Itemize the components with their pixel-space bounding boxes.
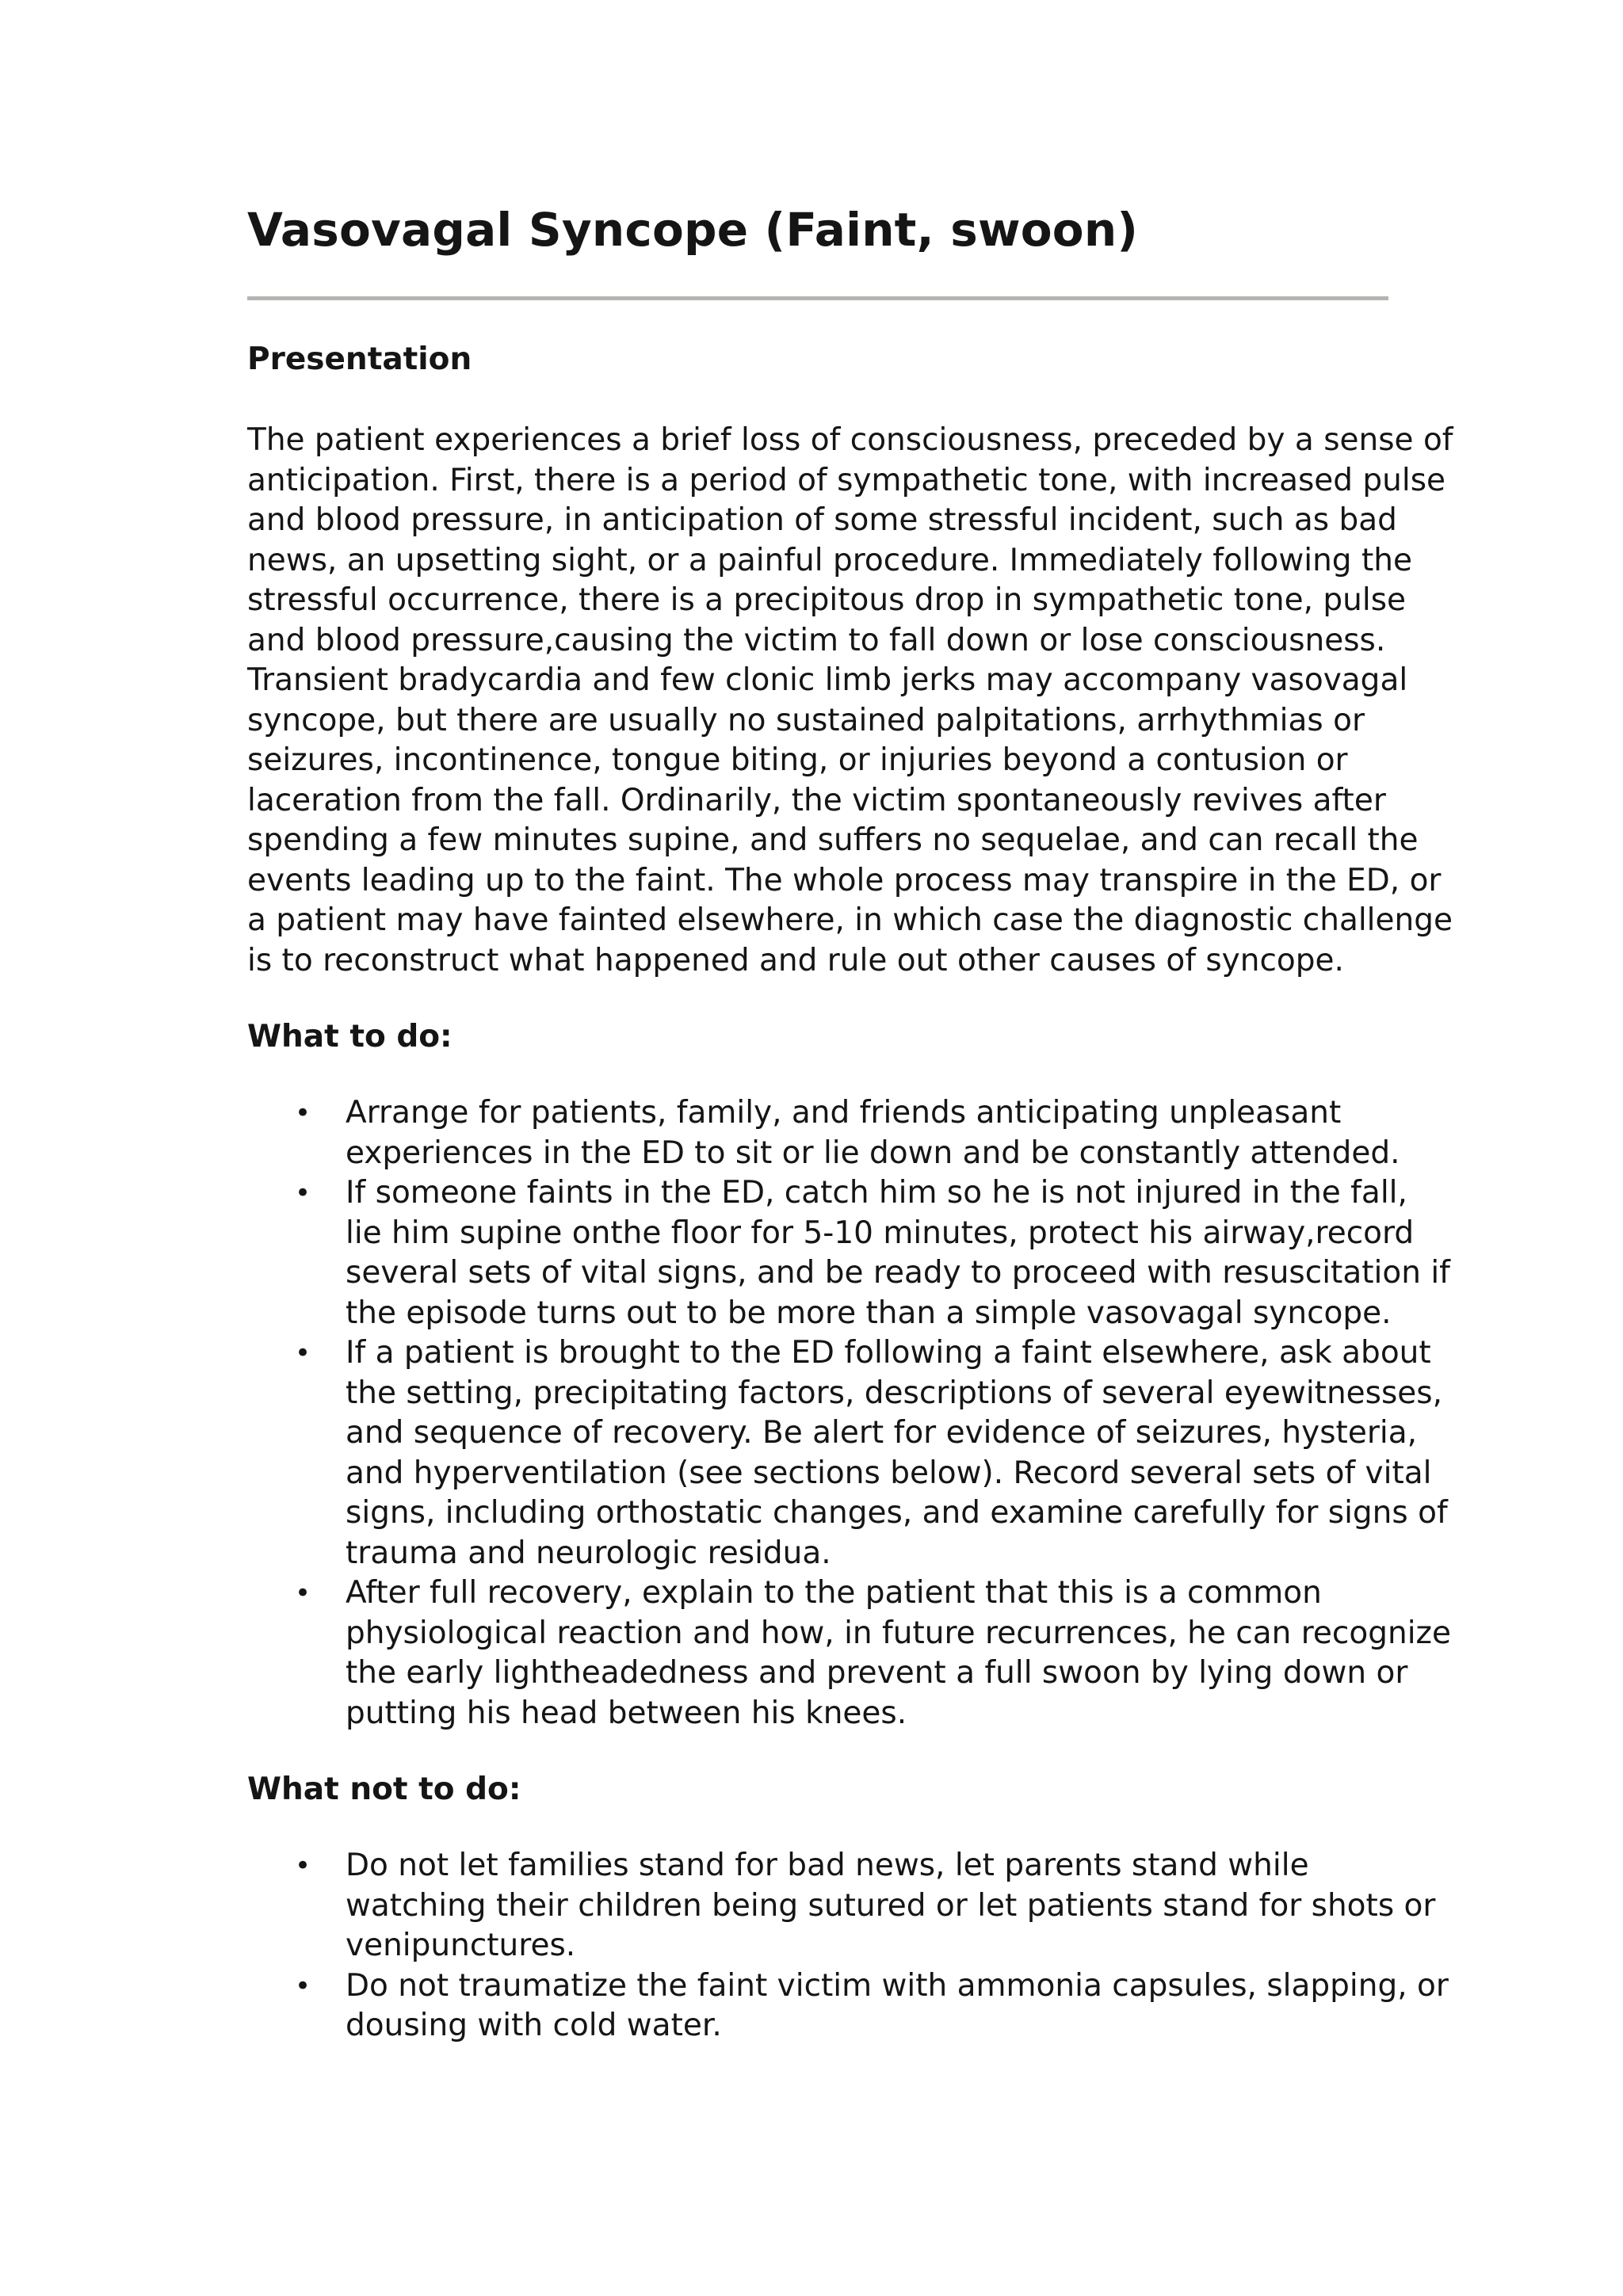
list-item-line: Do not traumatize the faint victim with ammonia capsules, slapping, or (346, 1967, 1449, 2004)
list-item-line: the episode turns out to be more than a simple vasovagal syncope. (346, 1295, 1392, 1331)
paragraph-line: and blood pressure, in anticipation of some stressful incident, such as bad (247, 502, 1397, 538)
paragraph-line: is to reconstruct what happened and rule out other causes of syncope. (247, 942, 1344, 978)
list-item-line: After full recovery, explain to the patient that this is a common (346, 1575, 1322, 1611)
list-item (247, 1846, 1436, 1966)
list-item-line: Do not let families stand for bad news, let parents stand while (346, 1848, 1309, 1883)
what-not-to-do-list (247, 1846, 1449, 2046)
list-item-line: signs, including orthostatic changes, and examine carefully for signs of (346, 1495, 1448, 1531)
section-heading-presentation: Presentation (247, 341, 472, 377)
list-item-line: If someone faints in the ED, catch him so he is not injured in the fall, (346, 1175, 1407, 1211)
list-item-line: trauma and neurologic residua. (346, 1535, 831, 1571)
list-item-line: and sequence of recovery. Be alert for evidence of seizures, hysteria, (346, 1415, 1417, 1451)
list-item-line: venipunctures. (346, 1928, 576, 1963)
list-item-line: and hyperventilation (see sections below). Record several sets of vital (346, 1455, 1432, 1491)
paragraph-line: spending a few minutes supine, and suffers no sequelae, and can recall the (247, 822, 1419, 858)
list-item-line: Arrange for patients, family, and friends anticipating unpleasant (346, 1095, 1342, 1131)
list-item-line: the setting, precipitating factors, descriptions of several eyewitnesses, (346, 1375, 1443, 1411)
bullet-icon: • (295, 1850, 311, 1882)
list-item-line: putting his head between his knees. (346, 1695, 907, 1731)
list-item (247, 1093, 1400, 1173)
list-item-line: physiological reaction and how, in future recurrences, he can recognize (346, 1615, 1451, 1651)
bullet-icon: • (295, 1177, 311, 1209)
list-item-line: If a patient is brought to the ED following a faint elsewhere, ask about (346, 1335, 1431, 1371)
bullet-icon: • (295, 1337, 311, 1369)
presentation-paragraph (247, 421, 1453, 981)
paragraph-line: stressful occurrence, there is a precipitous drop in sympathetic tone, pulse (247, 582, 1407, 618)
bullet-icon: • (295, 1970, 311, 2002)
list-item-line: several sets of vital signs, and be ready to proceed with resuscitation if (346, 1255, 1450, 1291)
bullet-icon: • (295, 1577, 311, 1609)
list-item-line: experiences in the ED to sit or lie down and be constantly attended. (346, 1135, 1400, 1171)
what-to-do-list (247, 1093, 1451, 1733)
list-item (247, 1333, 1448, 1573)
paragraph-line: seizures, incontinence, tongue biting, or injuries beyond a contusion or (247, 742, 1348, 778)
list-item-line: watching their children being sutured or let patients stand for shots or (346, 1887, 1436, 1924)
list-item-line: lie him supine onthe floor for 5-10 minutes, protect his airway,record (346, 1215, 1415, 1251)
list-item-line: the early lightheadedness and prevent a full swoon by lying down or (346, 1655, 1408, 1691)
paragraph-line: syncope, but there are usually no sustained palpitations, arrhythmias or (247, 702, 1365, 738)
paragraph-line: and blood pressure,causing the victim to fall down or lose consciousness. (247, 622, 1386, 658)
paragraph-line: events leading up to the faint. The whole process may transpire in the ED, or (247, 862, 1442, 898)
paragraph-line: news, an upsetting sight, or a painful procedure. Immediately following the (247, 542, 1412, 578)
list-item (247, 1173, 1450, 1333)
paragraph-line: a patient may have fainted elsewhere, in which case the diagnostic challenge (247, 902, 1453, 938)
section-heading-what-to-do: What to do: (247, 1019, 453, 1055)
list-item (247, 1966, 1449, 2046)
paragraph-line: Transient bradycardia and few clonic limb jerks may accompany vasovagal (247, 662, 1408, 698)
list-item-line: dousing with cold water. (346, 2008, 722, 2043)
document-content (247, 196, 1453, 2046)
paragraph-line: laceration from the fall. Ordinarily, the victim spontaneously revives after (247, 782, 1386, 818)
section-heading-what-not-to-do: What not to do: (247, 1772, 521, 1807)
title-divider (247, 296, 1388, 300)
page-title: Vasovagal Syncope (Faint, swoon) (247, 203, 1139, 257)
paragraph-line: anticipation. First, there is a period of sympathetic tone, with increased pulse (247, 462, 1446, 498)
paragraph-line: The patient experiences a brief loss of consciousness, preceded by a sense of (247, 422, 1453, 458)
list-item (247, 1573, 1451, 1733)
bullet-icon: • (295, 1097, 311, 1129)
